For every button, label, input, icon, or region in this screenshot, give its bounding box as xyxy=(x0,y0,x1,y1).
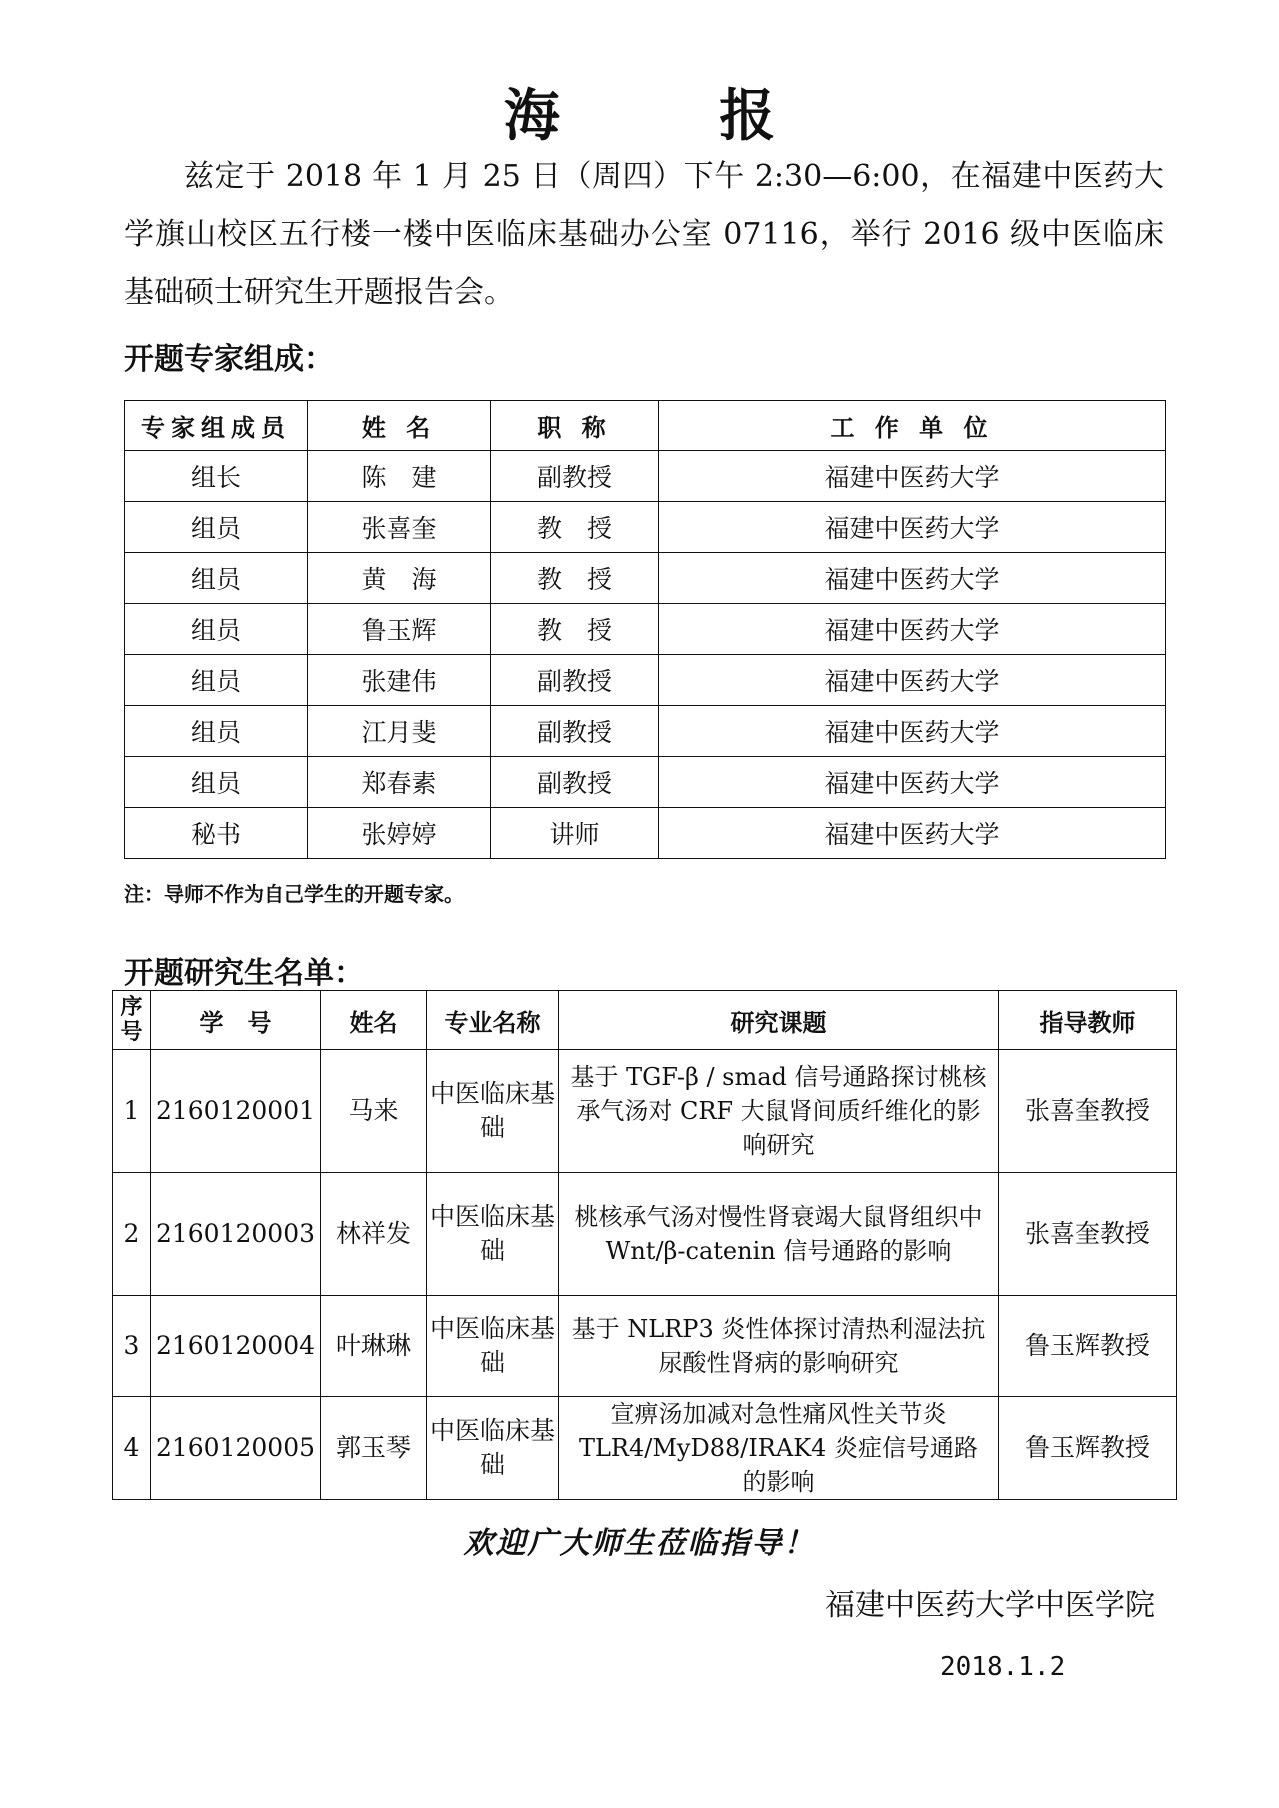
student-name-cell: 叶琳琳 xyxy=(321,1296,427,1397)
experts-heading: 开题专家组成： xyxy=(124,342,334,377)
header-cell: 指导教师 xyxy=(999,991,1177,1050)
name-cell: 鲁玉辉 xyxy=(308,604,491,655)
role-cell: 秘书 xyxy=(125,808,308,859)
students-heading: 开题研究生名单： xyxy=(124,956,364,991)
experts-table xyxy=(124,400,1166,859)
advisor-cell: 鲁玉辉教授 xyxy=(999,1397,1177,1500)
table-row xyxy=(113,1296,1177,1397)
table-row xyxy=(125,706,1166,757)
title-cell: 教 授 xyxy=(491,553,659,604)
unit-cell: 福建中医药大学 xyxy=(659,553,1166,604)
name-cell: 黄 海 xyxy=(308,553,491,604)
title-cell: 副教授 xyxy=(491,706,659,757)
table-row xyxy=(113,1173,1177,1296)
header-cell: 学 号 xyxy=(151,991,321,1050)
unit-cell: 福建中医药大学 xyxy=(659,502,1166,553)
student-name-cell: 马来 xyxy=(321,1050,427,1173)
unit-cell: 福建中医药大学 xyxy=(659,757,1166,808)
unit-cell: 福建中医药大学 xyxy=(659,655,1166,706)
student-id-cell: 2160120003 xyxy=(151,1173,321,1296)
name-cell: 陈 建 xyxy=(308,451,491,502)
name-cell: 郑春素 xyxy=(308,757,491,808)
table-row xyxy=(125,451,1166,502)
seq-cell: 3 xyxy=(113,1296,151,1397)
topic-cell: 基于 TGF-β / smad 信号通路探讨桃核承气汤对 CRF 大鼠肾间质纤维化的影响研究 xyxy=(559,1050,999,1173)
advisor-cell: 张喜奎教授 xyxy=(999,1173,1177,1296)
role-cell: 组员 xyxy=(125,757,308,808)
seq-cell: 4 xyxy=(113,1397,151,1500)
issue-date: 2018.1.2 xyxy=(940,1652,1066,1682)
header-cell: 职 称 xyxy=(491,401,659,451)
name-cell: 江月斐 xyxy=(308,706,491,757)
title-cell: 副教授 xyxy=(491,757,659,808)
major-cell: 中医临床基础 xyxy=(427,1397,559,1500)
title-cell: 副教授 xyxy=(491,451,659,502)
name-cell: 张建伟 xyxy=(308,655,491,706)
table-row xyxy=(125,655,1166,706)
header-cell: 研究课题 xyxy=(559,991,999,1050)
advisor-cell: 张喜奎教授 xyxy=(999,1050,1177,1173)
unit-cell: 福建中医药大学 xyxy=(659,706,1166,757)
role-cell: 组员 xyxy=(125,655,308,706)
table-row xyxy=(125,757,1166,808)
header-cell: 序号 xyxy=(113,991,151,1050)
advisor-note: 注：导师不作为自己学生的开题专家。 xyxy=(124,882,464,906)
major-cell: 中医临床基础 xyxy=(427,1173,559,1296)
title-cell: 教 授 xyxy=(491,604,659,655)
seq-cell: 1 xyxy=(113,1050,151,1173)
header-cell: 工 作 单 位 xyxy=(659,401,1166,451)
unit-cell: 福建中医药大学 xyxy=(659,808,1166,859)
student-name-cell: 林祥发 xyxy=(321,1173,427,1296)
unit-cell: 福建中医药大学 xyxy=(659,604,1166,655)
poster-title: 海 报 xyxy=(503,84,846,149)
name-cell: 张喜奎 xyxy=(308,502,491,553)
major-cell: 中医临床基础 xyxy=(427,1050,559,1173)
student-id-cell: 2160120004 xyxy=(151,1296,321,1397)
table-row xyxy=(113,1050,1177,1173)
intro-paragraph: 兹定于 2018 年 1 月 25 日（周四）下午 2:30—6:00，在福建中医药大学旗山校区五行楼一楼中医临床基础办公室 07116，举行 2016 级中医临床基础硕士研究生开题报告会。 xyxy=(124,159,1164,310)
welcome-message: 欢迎广大师生莅临指导！ xyxy=(463,1526,816,1561)
students-table xyxy=(112,990,1177,1500)
role-cell: 组员 xyxy=(125,706,308,757)
name-cell: 张婷婷 xyxy=(308,808,491,859)
student-name-cell: 郭玉琴 xyxy=(321,1397,427,1500)
table-row xyxy=(125,604,1166,655)
header-cell: 姓名 xyxy=(321,991,427,1050)
header-cell: 专业名称 xyxy=(427,991,559,1050)
topic-cell: 宣痹汤加减对急性痛风性关节炎 TLR4/MyD88/IRAK4 炎症信号通路的影响 xyxy=(559,1397,999,1500)
title-cell: 副教授 xyxy=(491,655,659,706)
topic-cell: 桃核承气汤对慢性肾衰竭大鼠肾组织中 Wnt/β-catenin 信号通路的影响 xyxy=(559,1173,999,1296)
role-cell: 组员 xyxy=(125,604,308,655)
major-cell: 中医临床基础 xyxy=(427,1296,559,1397)
role-cell: 组员 xyxy=(125,553,308,604)
header-cell: 姓 名 xyxy=(308,401,491,451)
title-cell: 教 授 xyxy=(491,502,659,553)
unit-cell: 福建中医药大学 xyxy=(659,451,1166,502)
table-row xyxy=(125,502,1166,553)
role-cell: 组员 xyxy=(125,502,308,553)
table-row xyxy=(125,553,1166,604)
experts-header-row xyxy=(125,401,1166,451)
seq-cell: 2 xyxy=(113,1173,151,1296)
students-header-row xyxy=(113,991,1177,1050)
student-id-cell: 2160120005 xyxy=(151,1397,321,1500)
table-row xyxy=(125,808,1166,859)
organization-signature: 福建中医药大学中医学院 xyxy=(825,1588,1155,1623)
topic-cell: 基于 NLRP3 炎性体探讨清热利湿法抗尿酸性肾病的影响研究 xyxy=(559,1296,999,1397)
table-row xyxy=(113,1397,1177,1500)
title-cell: 讲师 xyxy=(491,808,659,859)
role-cell: 组长 xyxy=(125,451,308,502)
advisor-cell: 鲁玉辉教授 xyxy=(999,1296,1177,1397)
header-cell: 专家组成员 xyxy=(125,401,308,451)
student-id-cell: 2160120001 xyxy=(151,1050,321,1173)
